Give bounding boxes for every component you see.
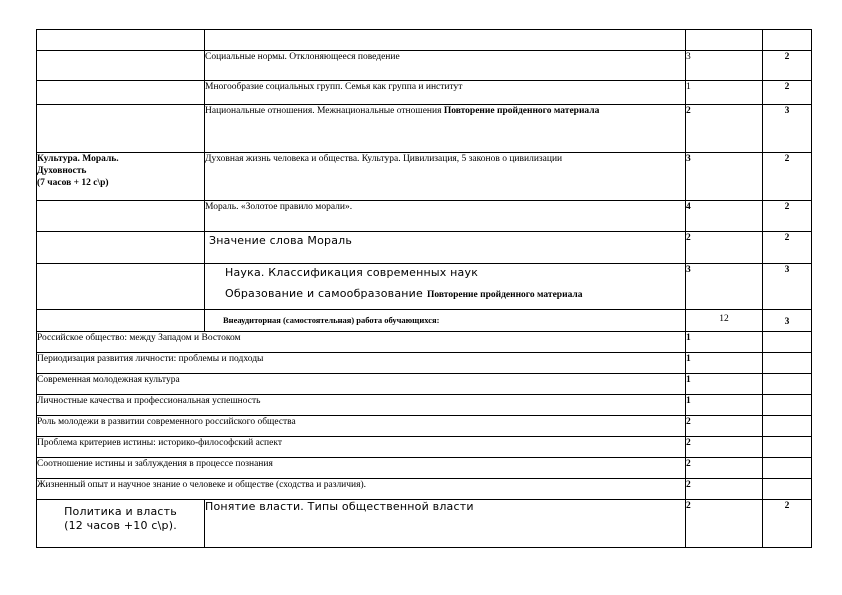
table-row [37,232,812,264]
hours-cell [686,201,763,232]
topic-repeat-note: Повторение пройденного материала [426,290,583,300]
section-cell [37,105,205,153]
topic-text: Личностные качества и профессиональная успешность [37,396,261,406]
hours-cell [686,332,763,353]
practice-cell [763,105,812,153]
table-row [37,332,812,353]
practice-cell [763,232,812,264]
practice-cell [763,437,812,458]
topic-text: Мораль. «Золотое правило морали». [205,202,353,212]
topic-cell [205,81,686,105]
topic-cell [37,458,686,479]
section-cell [37,51,205,81]
topic-text: Духовная жизнь человека и общества. Культура. Цивилизация, 5 законов о цивилизации [205,154,563,164]
practice-cell [763,479,812,500]
practice-cell [763,264,812,310]
section-cell [37,500,205,548]
hours-value: 2 [686,480,691,490]
topic-text: Периодизация развития личности: проблемы и подходы [37,354,264,364]
topic-repeat-note: Повторение пройденного материала [443,106,600,116]
section-cell [37,153,205,201]
hours-value: 1 [686,396,691,406]
topic-text: Российское общество: между Западом и Востоком [37,333,241,343]
table-row [37,51,812,81]
topic-cell [205,264,686,310]
hours-value: 12 [719,314,729,324]
table-row [37,81,812,105]
section-hours-line: (12 часов +10 с\р). [64,519,177,532]
hours-cell [686,374,763,395]
practice-cell [763,458,812,479]
hours-value: 2 [686,417,691,427]
section-title-line: Культура. Мораль. [37,154,119,164]
practice-cell [763,500,812,548]
topic-text: Социальные нормы. Отклоняющееся поведение [205,52,400,62]
hours-cell [686,458,763,479]
practice-cell [763,153,812,201]
topic-text: Понятие власти. Типы общественной власти [205,500,474,513]
practice-value: 2 [784,154,790,164]
topic-text: Национальные отношения. Межнациональные отношения [205,106,442,116]
practice-value: 2 [784,52,790,62]
practice-cell [763,310,812,332]
section-hours-line: (7 часов + 12 с\р) [37,178,109,188]
section-title-line: Духовность [37,166,87,176]
table-row [37,30,812,51]
practice-value: 3 [784,265,790,275]
table-row [37,201,812,232]
topic-text: Значение слова Мораль [209,234,353,247]
table-row [37,264,812,310]
topic-cell [205,153,686,201]
practice-value: 3 [784,317,790,327]
practice-value: 2 [784,233,790,243]
practice-value: 2 [784,82,790,92]
hours-value: 1 [686,333,691,343]
hours-value: 1 [686,82,691,92]
practice-cell [763,374,812,395]
hours-cell [686,437,763,458]
topic-text: Наука. Классификация современных наук [225,266,479,279]
table-row [37,153,812,201]
hours-value: 3 [686,154,691,164]
hours-cell [686,51,763,81]
practice-cell [763,51,812,81]
table-row [37,500,812,548]
hours-value: 2 [686,233,691,243]
practice-value: 3 [784,106,790,116]
table-row [37,395,812,416]
hours-cell [686,500,763,548]
practice-cell [763,416,812,437]
topic-text: Многообразие социальных групп. Семья как группа и институт [205,82,463,92]
hours-cell [686,264,763,310]
topic-cell [37,416,686,437]
practice-cell [763,353,812,374]
topic-cell [37,353,686,374]
hours-cell [686,232,763,264]
practice-cell [763,332,812,353]
hours-cell [686,153,763,201]
topic-cell [205,105,686,153]
topic-text: Соотношение истины и заблуждения в процессе познания [37,459,273,469]
hours-cell [686,310,763,332]
topic-text: Современная молодежная культура [37,375,180,385]
table-row [37,105,812,153]
topic-cell [37,374,686,395]
section-cell [37,310,205,332]
table-row [37,458,812,479]
section-title-line: Политика и власть [64,505,177,518]
table-row [37,437,812,458]
topic-cell [37,395,686,416]
practice-value: 2 [784,202,790,212]
topic-cell [37,332,686,353]
topic-cell [37,479,686,500]
topic-cell [205,232,686,264]
topic-cell [205,310,686,332]
hours-value: 1 [686,354,691,364]
hours-value: 1 [686,375,691,385]
hours-value: 3 [686,52,691,62]
section-cell [37,264,205,310]
table-row [37,479,812,500]
hours-value: 4 [686,202,691,212]
topic-text: Образование и самообразование [225,287,423,300]
hours-cell [686,105,763,153]
hours-cell [686,416,763,437]
topic-cell [37,437,686,458]
section-cell [37,30,205,51]
hours-cell [686,479,763,500]
practice-value: 2 [784,501,790,511]
section-cell [37,81,205,105]
table-row [37,353,812,374]
hours-value: 3 [686,265,691,275]
hours-value: 2 [686,501,691,511]
practice-cell [763,30,812,51]
topic-cell [205,500,686,548]
table-row [37,416,812,437]
topic-text: Жизненный опыт и научное знание о человеке и обществе (сходства и различия). [37,480,367,490]
curriculum-table [36,29,812,548]
section-cell [37,201,205,232]
hours-cell [686,30,763,51]
hours-cell [686,353,763,374]
hours-cell [686,81,763,105]
hours-value: 2 [686,106,691,116]
topic-cell [205,201,686,232]
topic-cell [205,30,686,51]
topic-text: Роль молодежи в развитии современного российского общества [37,417,296,427]
topic-text: Проблема критериев истины: историко-философский аспект [37,438,282,448]
practice-cell [763,201,812,232]
hours-cell [686,395,763,416]
topic-text: Внеаудиторная (самостоятельная) работа обучающихся: [223,315,440,325]
section-cell [37,232,205,264]
practice-cell [763,81,812,105]
practice-cell [763,395,812,416]
hours-value: 2 [686,459,691,469]
topic-cell [205,51,686,81]
table-row [37,374,812,395]
table-row [37,310,812,332]
hours-value: 2 [686,438,691,448]
